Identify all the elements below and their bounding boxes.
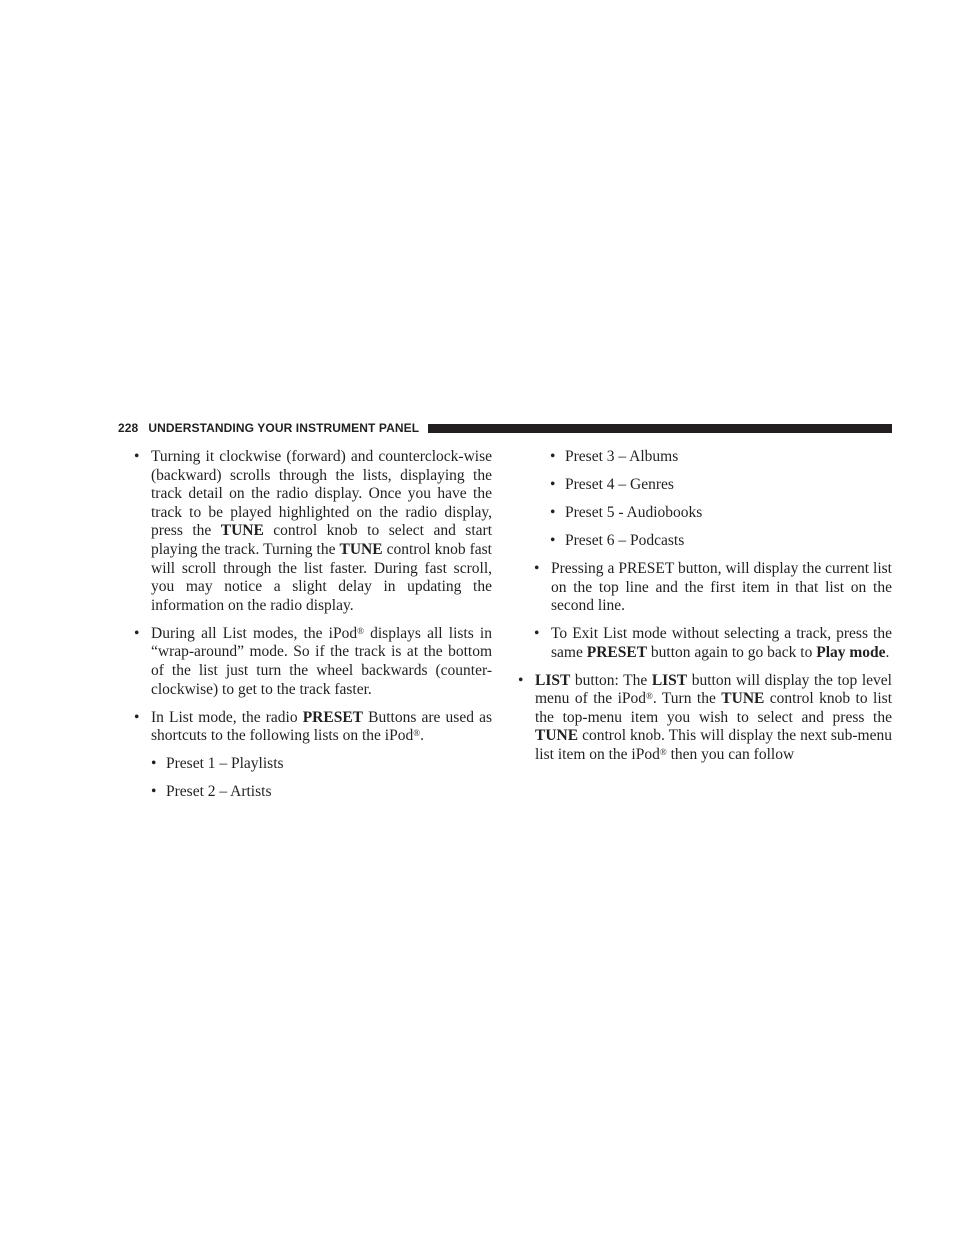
preset-sublist-right [550, 448, 892, 551]
header-rule [428, 424, 892, 433]
bullet-icon: • [151, 755, 157, 773]
bullet-icon: • [550, 531, 556, 549]
preset-sublist-left [151, 755, 492, 802]
list-item: • Preset 6 – Podcasts [550, 531, 685, 549]
list-item: • Preset 2 – Artists [151, 783, 272, 801]
list-item: • Preset 4 – Genres [550, 475, 674, 493]
page-number: 228 [118, 421, 139, 435]
bullet-icon: • [550, 475, 556, 493]
right-column [518, 448, 892, 774]
bullet-item-list-button: • LIST button: The LIST button will display the top level menu of the iPod®. Turn the TUNE control knob to list the top-menu item you wish to select and press the TUNE control knob. This will display the next sub-menu list item on the iPod® then you can follow [518, 671, 892, 764]
bullet-icon: • [534, 625, 540, 643]
page-header [118, 420, 892, 436]
bullet-icon: • [151, 783, 157, 801]
list-item: • Preset 5 - Audiobooks [550, 503, 703, 521]
list-item: • Preset 3 – Albums [550, 448, 679, 465]
list-item: • Preset 1 – Playlists [151, 755, 284, 773]
bullet-item-exit-list-mode: • To Exit List mode without selecting a track, press the same PRESET button again to go back to Play mode. [534, 625, 892, 661]
bullet-item-preset-shortcuts: • In List mode, the radio PRESET Buttons are used as shortcuts to the following lists on the iPod®. [134, 708, 492, 745]
bullet-icon: • [518, 671, 524, 689]
bullet-icon: • [134, 624, 140, 642]
bullet-item-turning: • Turning it clockwise (forward) and counterclock-wise (backward) scrolls through the lists, displaying the track detail on the radio display. Once you have the track to be played highlighted on the radio display, press the TUNE control knob to select and start playing the track. Turning the TUNE control knob fast will scroll through the list faster. During fast scroll, you may notice a slight delay in updating the information on the radio display. [134, 448, 492, 614]
bullet-icon: • [534, 559, 540, 577]
bullet-item-pressing-preset: • Pressing a PRESET button, will display the current list on the top line and the first item in that list on the second line. [534, 559, 892, 615]
section-title: UNDERSTANDING YOUR INSTRUMENT PANEL [148, 421, 420, 435]
bullet-icon: • [550, 503, 556, 521]
bullet-item-wrap-around: • During all List modes, the iPod® displays all lists in “wrap-around” mode. So if the track is at the bottom of the list just turn the wheel backwards (counter-clockwise) to get to the track faster. [134, 624, 492, 698]
bullet-icon: • [134, 448, 140, 465]
bullet-icon: • [134, 708, 140, 726]
left-column [134, 448, 492, 811]
bullet-icon: • [550, 448, 556, 465]
